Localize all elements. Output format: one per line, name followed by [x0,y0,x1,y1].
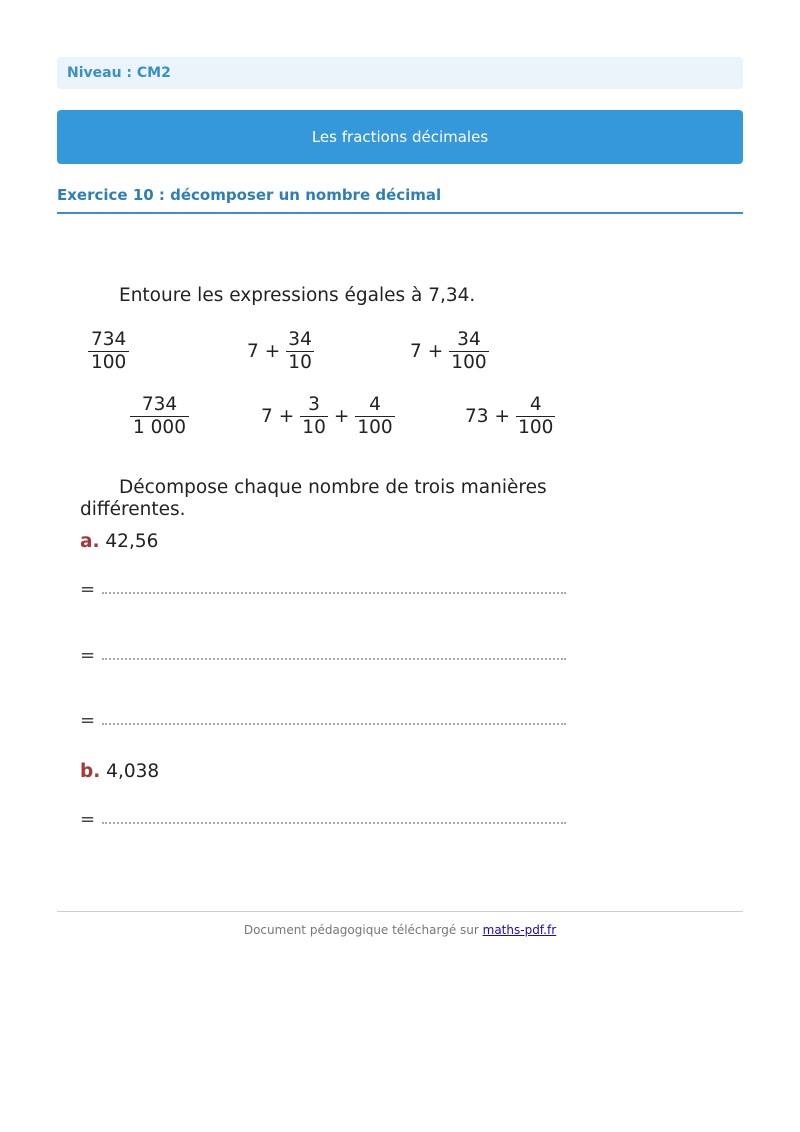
whole-part: 73 [465,406,489,427]
numerator: 34 [457,329,481,350]
equals-sign: = [80,645,96,666]
plus-sign: + [333,406,350,427]
denominator: 1 000 [130,416,189,439]
level-badge: Niveau : CM2 [57,57,743,89]
expression-4 [130,394,189,439]
item-a [80,531,158,552]
whole-part: 7 [247,341,259,362]
denominator: 100 [357,417,393,438]
footer-text: Document pédagogique téléchargé sur [243,923,483,937]
denominator: 10 [302,417,326,438]
footer-divider [57,911,743,912]
answer-line[interactable] [80,809,566,829]
denominator: 10 [288,352,312,373]
numerator: 734 [141,394,178,415]
numerator: 34 [288,329,312,350]
whole-part: 7 [410,341,422,362]
expression-5 [261,394,395,439]
plus-sign: + [278,406,295,427]
instruction-decompose-line2: différentes. [80,499,186,520]
dotted-line [102,822,566,824]
numerator: 734 [91,329,127,350]
denominator: 100 [518,417,554,438]
expression-6 [465,394,555,439]
whole-part: 7 [261,406,273,427]
answer-line[interactable] [80,710,566,730]
instruction-decompose-line1: Décompose chaque nombre de trois manières [119,477,547,498]
fraction [449,329,488,374]
chapter-banner [57,110,743,164]
dotted-line [102,658,566,660]
item-label: a. [80,531,100,552]
item-b [80,761,159,782]
fraction [516,394,555,439]
equals-sign: = [80,710,96,731]
exercise-title: Exercice 10 : décomposer un nombre décimal [57,186,743,214]
footer [57,923,743,937]
expression-3 [410,329,489,374]
plus-sign: + [264,341,281,362]
equals-sign: = [80,579,96,600]
answer-line[interactable] [80,645,566,665]
numerator: 3 [308,394,320,415]
item-label: b. [80,761,101,782]
equals-sign: = [80,809,96,830]
expression-2 [247,329,314,374]
denominator: 100 [451,352,487,373]
footer-link[interactable]: maths-pdf.fr [482,923,557,937]
fraction [355,394,394,439]
plus-sign: + [494,406,511,427]
dotted-line [102,723,566,725]
dotted-line [102,592,566,594]
item-number: 4,038 [106,761,160,782]
fraction [286,329,314,374]
instruction-circle: Entoure les expressions égales à 7,34. [119,285,476,306]
denominator: 100 [88,351,129,374]
numerator: 4 [369,394,381,415]
item-number: 42,56 [105,531,159,552]
expression-1 [88,329,129,374]
plus-sign: + [427,341,444,362]
fraction [300,394,328,439]
banner-title: Les fractions décimales [311,128,489,146]
answer-line[interactable] [80,579,566,599]
numerator: 4 [529,394,542,415]
